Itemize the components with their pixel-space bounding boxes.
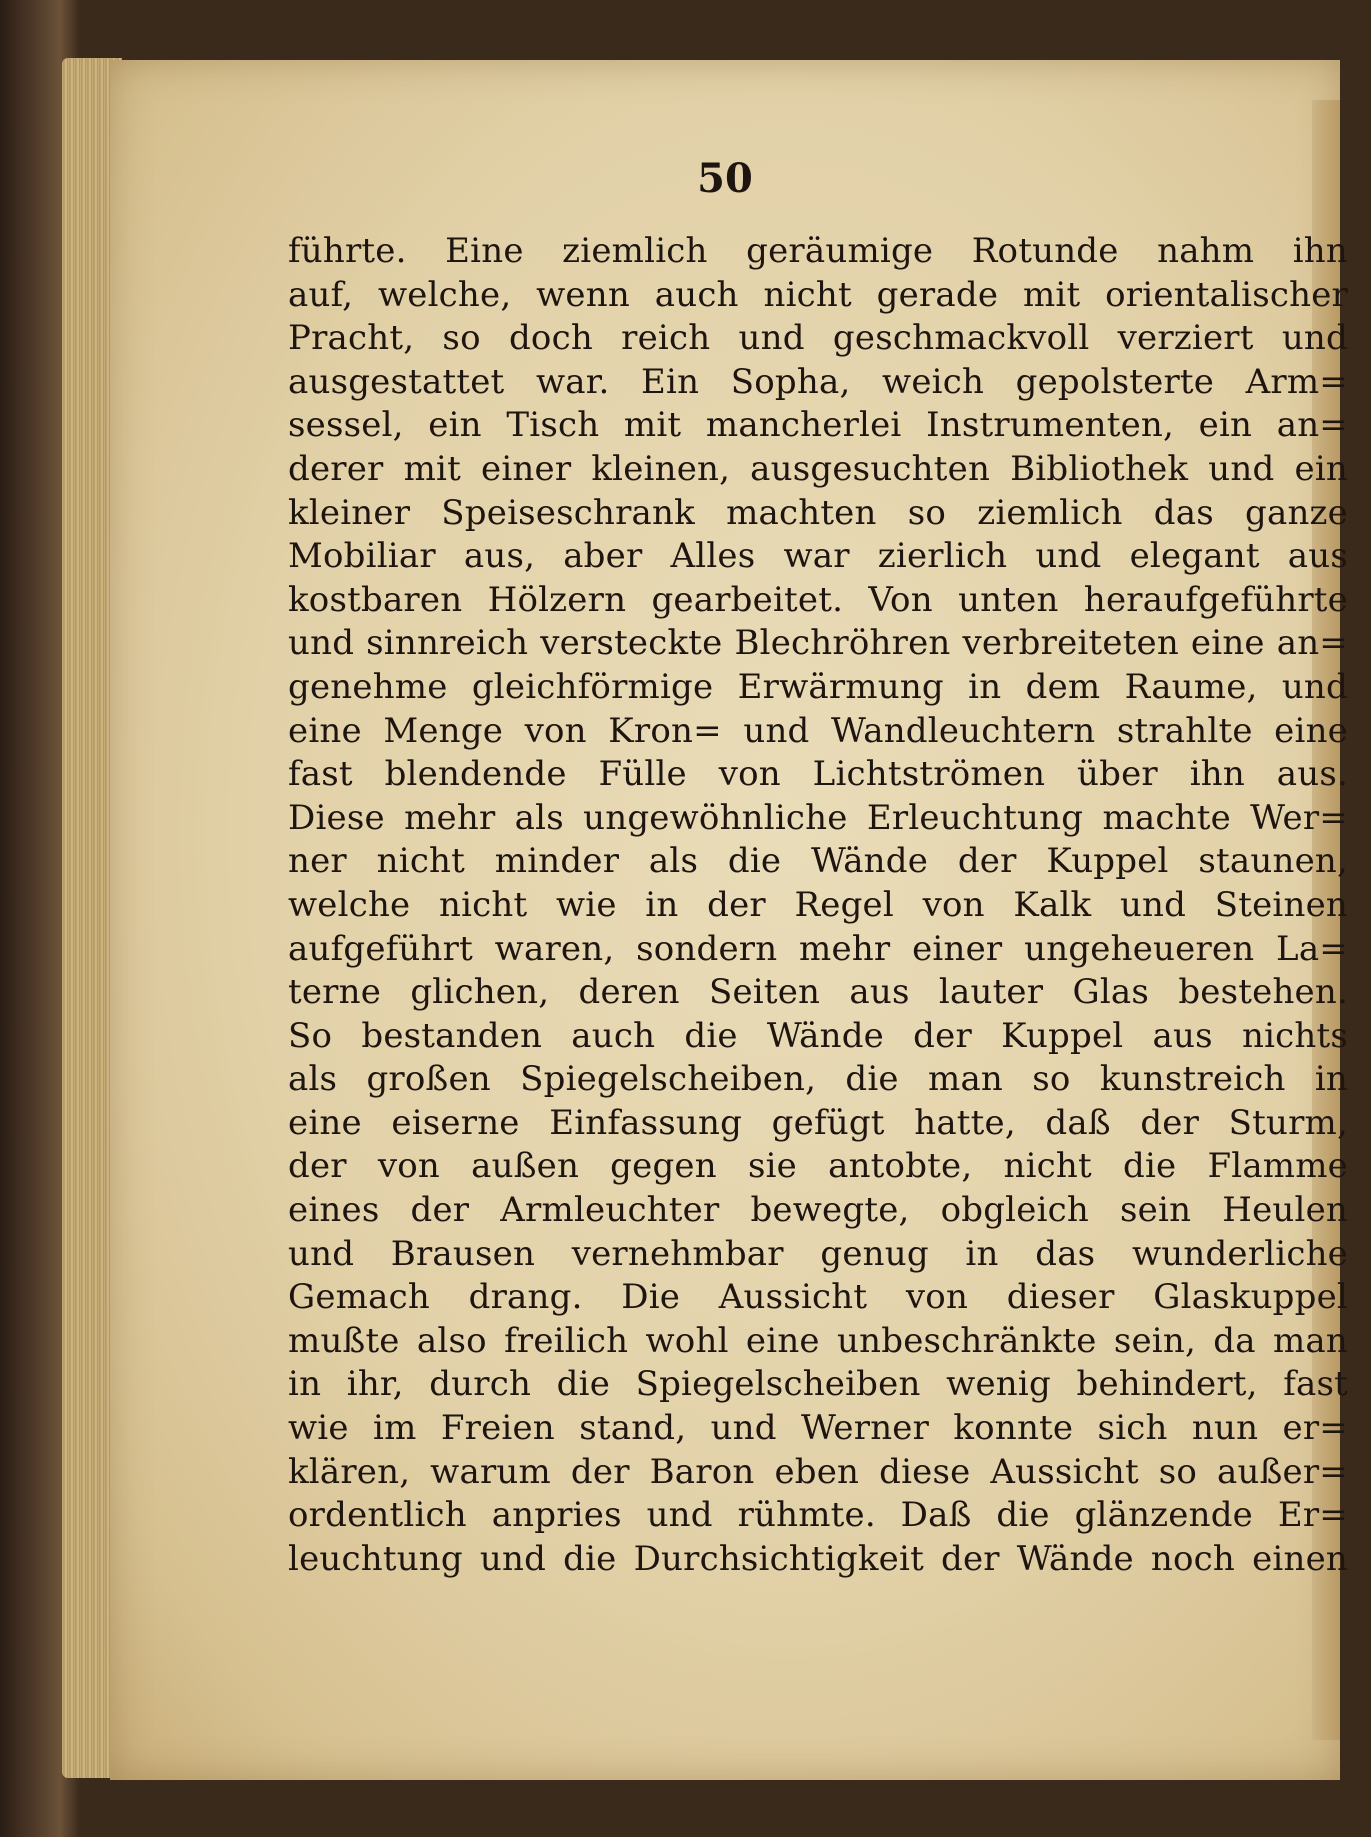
text-line: eine Menge von Kron= und Wandleuchtern strahlte eine [288, 710, 1348, 751]
text-line: fast blendende Fülle von Lichtströmen über ihn aus. [288, 754, 1348, 795]
text-line: eines der Armleuchter bewegte, obgleich sein Heulen [288, 1190, 1348, 1231]
text-line: sessel, ein Tisch mit mancherlei Instrumenten, ein an= [288, 405, 1348, 446]
body-text [288, 230, 1348, 1581]
text-line: terne glichen, deren Seiten aus lauter Glas bestehen. [288, 972, 1348, 1013]
text-line: derer mit einer kleinen, ausgesuchten Bibliothek und ein [288, 448, 1348, 489]
text-line: genehme gleichförmige Erwärmung in dem Raume, und [288, 666, 1348, 707]
text-line: ordentlich anpries und rühmte. Daß die glänzende Er= [288, 1495, 1348, 1536]
text-line: Mobiliar aus, aber Alles war zierlich und elegant aus [288, 536, 1348, 577]
text-line: Gemach drang. Die Aussicht von dieser Glaskuppel [288, 1277, 1348, 1318]
text-line: in ihr, durch die Spiegelscheiben wenig behindert, fast [288, 1364, 1348, 1405]
text-line: auf, welche, wenn auch nicht gerade mit orientalischer [288, 274, 1348, 315]
text-line: welche nicht wie in der Regel von Kalk und Steinen [288, 884, 1348, 925]
text-line: leuchtung und die Durchsichtigkeit der Wände noch einen [288, 1538, 1348, 1579]
text-line: ner nicht minder als die Wände der Kuppel staunen, [288, 841, 1348, 882]
text-line: der von außen gegen sie antobte, nicht die Flamme [288, 1146, 1348, 1187]
text-line: kleiner Speiseschrank machten so ziemlich das ganze [288, 492, 1348, 533]
text-line: eine eiserne Einfassung gefügt hatte, daß der Sturm, [288, 1102, 1348, 1143]
text-line: So bestanden auch die Wände der Kuppel aus nichts [288, 1015, 1348, 1056]
text-line: Pracht, so doch reich und geschmackvoll verziert und [288, 318, 1348, 359]
text-line: und sinnreich versteckte Blechröhren verbreiteten eine an= [288, 623, 1348, 664]
text-line: aufgeführt waren, sondern mehr einer ungeheueren La= [288, 928, 1348, 969]
text-line: ausgestattet war. Ein Sopha, weich gepolsterte Arm= [288, 361, 1348, 402]
text-line: mußte also freilich wohl eine unbeschränkte sein, da man [288, 1320, 1348, 1361]
text-line: wie im Freien stand, und Werner konnte sich nun er= [288, 1408, 1348, 1449]
text-line: Diese mehr als ungewöhnliche Erleuchtung machte Wer= [288, 797, 1348, 838]
text-line: führte. Eine ziemlich geräumige Rotunde nahm ihn [288, 231, 1348, 271]
text-line: als großen Spiegelscheiben, die man so kunstreich in [288, 1059, 1348, 1100]
text-line: kostbaren Hölzern gearbeitet. Von unten heraufgeführte [288, 579, 1348, 620]
book-page [110, 60, 1348, 1780]
page-number: 50 [697, 155, 753, 202]
text-line: klären, warum der Baron eben diese Aussicht so außer= [288, 1451, 1348, 1492]
text-line: und Brausen vernehmbar genug in das wunderliche [288, 1233, 1348, 1274]
